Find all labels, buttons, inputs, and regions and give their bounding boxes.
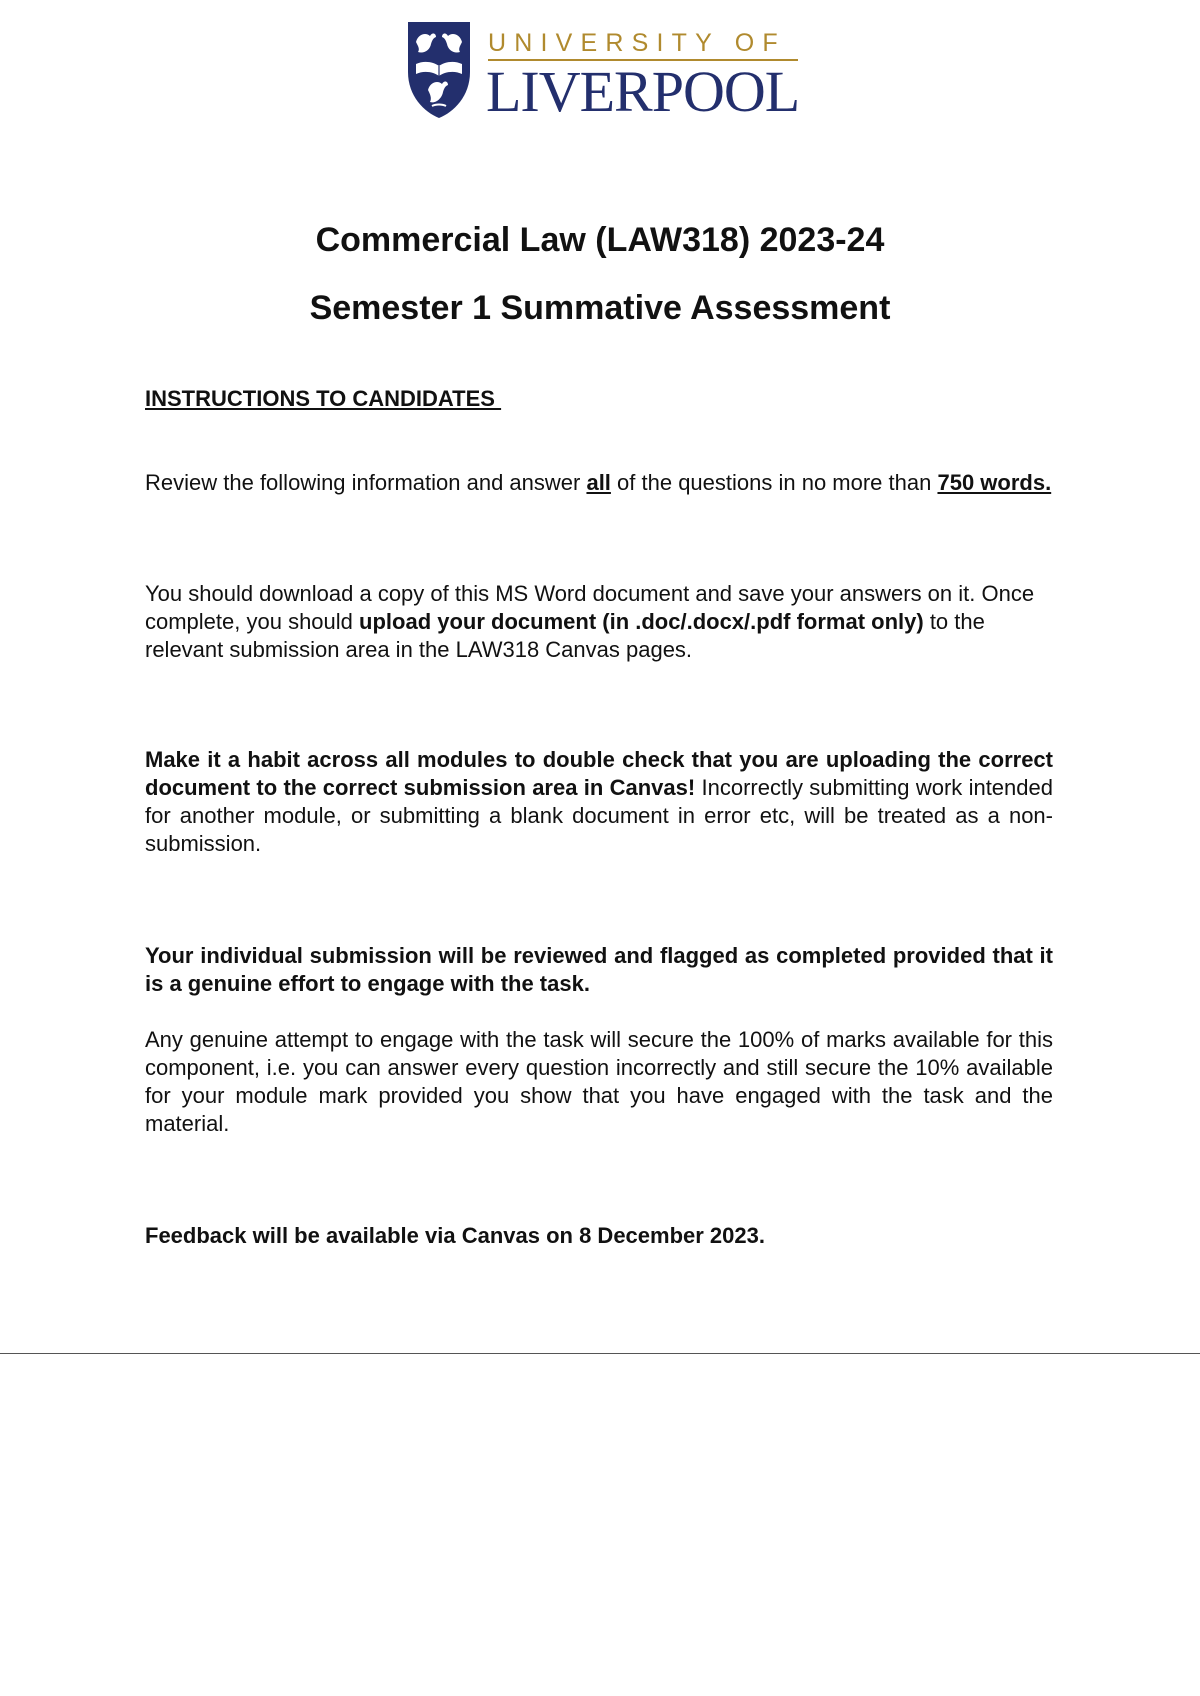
submission-review-note: Your individual submission will be reviewed and flagged as completed provided that it is a genuine effort to engage with the task. xyxy=(145,943,1053,996)
double-check-warning: Make it a habit across all modules to double check that you are uploading the correct document to the correct submission area in Canvas! xyxy=(145,747,1053,800)
word-limit: 750 words. xyxy=(937,470,1052,495)
habit-paragraph xyxy=(145,746,1053,858)
review-all-emphasis: all xyxy=(586,470,611,495)
download-text-2: to the relevant submission area in the LAW318 Canvas pages. xyxy=(145,609,985,662)
feedback-date-note: Feedback will be available via Canvas on 8 December 2023. xyxy=(145,1223,765,1248)
logo-university-of: UNIVERSITY OF xyxy=(488,29,786,57)
download-text-1: You should download a copy of this MS Word document and save your answers on it. Once complete, you should xyxy=(145,581,1035,634)
review-text-1: Review the following information and answer xyxy=(145,470,587,495)
genuine-attempt-paragraph: Any genuine attempt to engage with the task will secure the 100% of marks available for this component, i.e. you can answer every question incorrectly and still secure the 10% available for your module mark provided you show that you have engaged with the task and the material. xyxy=(145,1027,1053,1136)
logo-liverpool: LIVERPOOL xyxy=(486,59,800,124)
crest-shield-icon xyxy=(406,20,472,120)
document-subtitle: Semester 1 Summative Assessment xyxy=(309,289,891,327)
document-title: Commercial Law (LAW318) 2023-24 xyxy=(315,221,885,259)
upload-format-emphasis: upload your document (in .doc/.docx/.pdf format only) xyxy=(359,609,924,634)
non-submission-note: Incorrectly submitting work intended for another module, or submitting a blank document in error etc, will be treated as a non-submission. xyxy=(145,775,1053,856)
review-text-2: of the questions in no more than xyxy=(610,470,938,495)
instructions-heading: INSTRUCTIONS TO CANDIDATES xyxy=(145,386,502,411)
university-logo xyxy=(406,20,806,124)
review-paragraph xyxy=(145,469,1053,497)
page-divider xyxy=(0,1353,1200,1354)
download-paragraph xyxy=(145,580,1053,664)
